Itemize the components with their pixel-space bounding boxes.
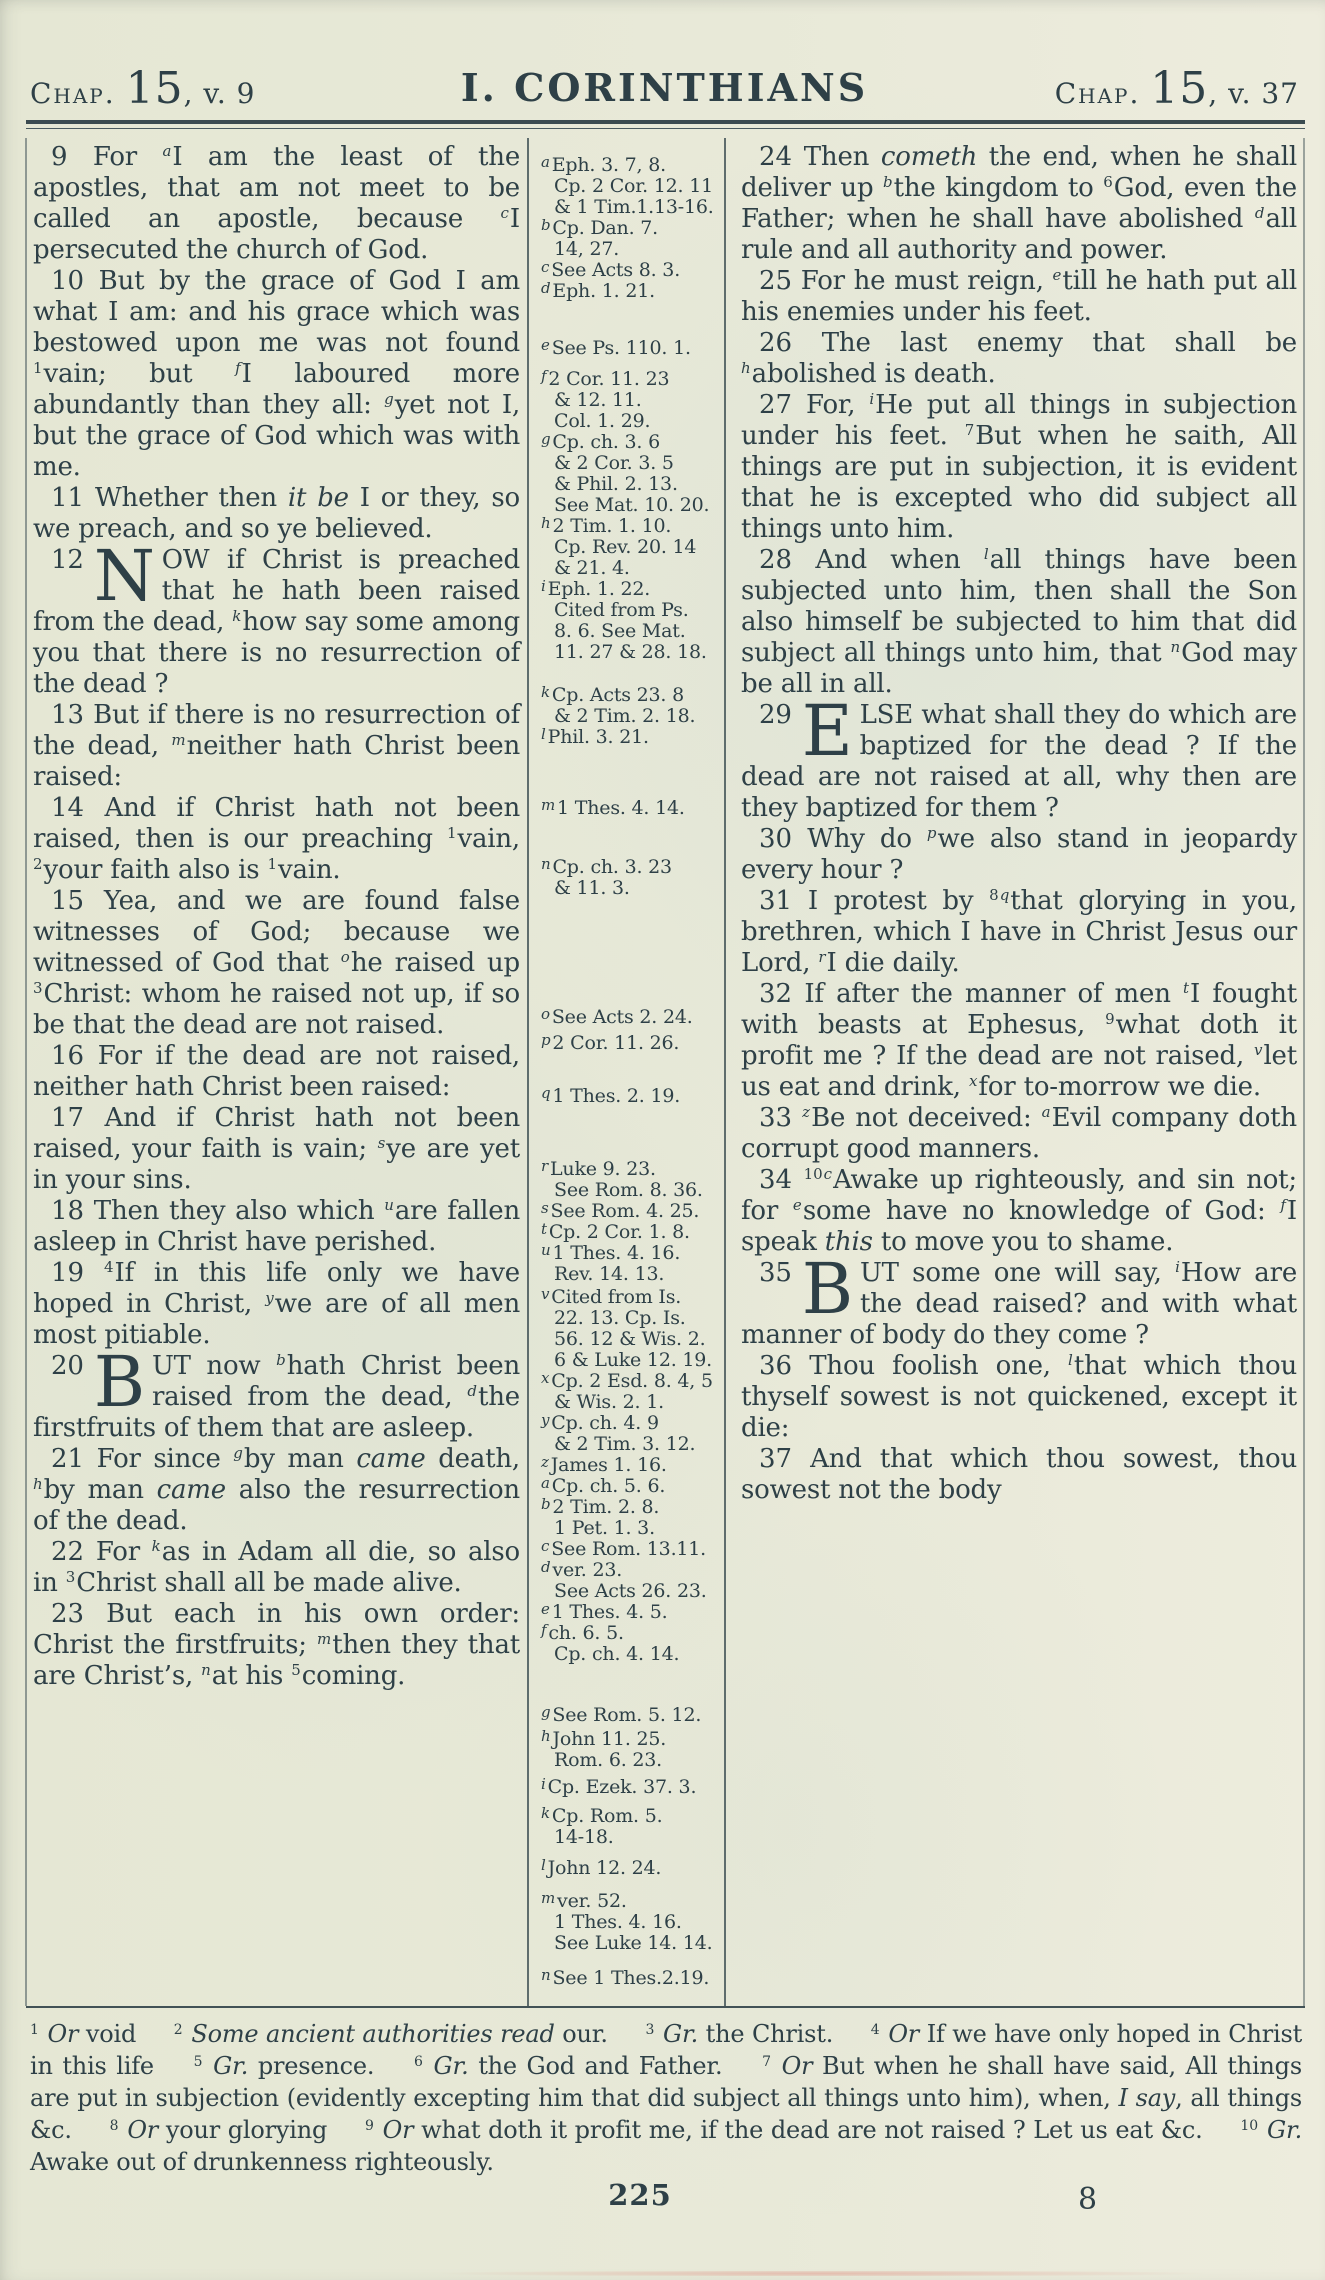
running-header (30, 48, 1299, 114)
reference-mark: g (384, 390, 394, 408)
verse-number: 12 (51, 545, 84, 575)
reference-mark: 1 (267, 855, 277, 873)
verse-30: 30 Why do $^p$we also stand in jeopardy every hour ? (741, 824, 1297, 885)
reference-mark: l (1068, 1351, 1073, 1369)
reference-letter: i (541, 577, 546, 595)
signature-mark: 8 (1078, 2182, 1098, 2217)
footnote: $^5$ Gr. presence. (193, 2052, 375, 2080)
header-chapter-left (30, 63, 256, 114)
drop-cap: B (801, 1248, 853, 1330)
reference-mark: d (1254, 204, 1265, 222)
reference-letter: q (541, 1084, 551, 1102)
reference-mark: 8 (109, 2118, 119, 2134)
reference-letter: p (541, 1031, 551, 1049)
cross-reference: $^i$ Eph. 1. 22. Cited from Ps. 8. 6. See Mat. 11. 27 & 28. 18. (541, 577, 707, 663)
verse-number: 14 (51, 793, 85, 823)
cross-reference: $^v$ Cited from Is. 22. 13. Cp. Is. 56. 12 & Wis. 2. 6 & Luke 12. 19. (541, 1285, 713, 1371)
verse-33: 33 $^z$Be not deceived: $^a$Evil company doth corrupt good manners. (741, 1103, 1297, 1164)
footnote-rule (26, 2006, 1305, 2008)
chapter-number: 15 (1150, 63, 1209, 114)
verse-number: 13 (51, 700, 85, 730)
reference-mark: h (741, 359, 751, 377)
text-column-right (741, 142, 1297, 1506)
cross-reference: $^i$ Cp. Ezek. 37. 3. (541, 1775, 697, 1798)
verse-number: 19 (51, 1258, 85, 1288)
reference-mark: f (235, 359, 241, 377)
verse-number: 36 (759, 1351, 793, 1381)
reference-mark: 1 (33, 359, 43, 377)
verse-32: 32 If after the manner of men $^t$I fought with beasts at Ephesus, $^9$what doth it profit me ? If the dead are not raised, $^v$let us eat and drink, $^x$for to-morrow we die. (741, 979, 1298, 1102)
reference-mark: 7 (964, 421, 975, 439)
reference-mark: 4 (103, 1258, 114, 1276)
verse-number: 37 (759, 1444, 793, 1474)
reference-mark: 3 (65, 1568, 76, 1586)
verse-number: 23 (51, 1599, 85, 1629)
verse-34: 34 $^{10c}$Awake up righteously, and sin not; for $^e$some have no knowledge of God: $^f$I speak this to move you to shame. (741, 1165, 1297, 1257)
cross-reference: $^l$ John 12. 24. (541, 1856, 662, 1879)
reference-mark: o (340, 948, 350, 966)
cross-reference: $^a$ Eph. 3. 7, 8. Cp. 2 Cor. 12. 11 & 1 Tim.1.13-16. (541, 153, 714, 218)
column-rule-left-edge (25, 138, 27, 2006)
verse-29: 29 E LSE what shall they do which are baptized for the dead ? If the dead are not raised at all, why then are they baptized for them ? (741, 690, 1297, 823)
cross-reference: $^c$ See Rom. 13.11. (541, 1537, 707, 1560)
footnote: $^1$ Or void (30, 2020, 137, 2048)
reference-mark: g (233, 1444, 243, 1462)
cross-reference: $^p$ 2 Cor. 11. 26. (541, 1031, 680, 1054)
cross-reference: $^k$ Cp. Rom. 5. 14-18. (541, 1804, 663, 1848)
cross-reference: $^b$ 2 Tim. 2. 8. 1 Pet. 1. 3. (541, 1495, 660, 1539)
cross-reference: $^d$ Eph. 1. 21. (541, 279, 655, 302)
cross-reference: $^y$ Cp. ch. 4. 9 & 2 Tim. 3. 12. (541, 1411, 696, 1455)
verse-number: 18 (51, 1196, 85, 1226)
verse-number: 28 (759, 545, 793, 575)
verse-ref: , v. 9 (183, 77, 256, 110)
reference-letter: a (541, 153, 550, 171)
reference-mark: 9 (1105, 1010, 1115, 1028)
reference-letter: i (541, 1775, 546, 1793)
verse-23: 23 But each in his own order: Christ the firstfruits; $^m$then they that are Christ’s, $^n$at his $^5$coming. (33, 1599, 521, 1691)
reference-letter: v (541, 1285, 550, 1303)
reference-letter: l (541, 1856, 546, 1874)
reference-mark: p (926, 824, 937, 842)
cross-reference: $^a$ Cp. ch. 5. 6. (541, 1474, 666, 1497)
verse-15: 15 Yea, and we are found false witnesses of God; because we witnessed of God that $^o$he raised up $^3$Christ: whom he raised not up, if so be that the dead are not raised. (33, 886, 520, 1040)
reference-mark: 2 (173, 2022, 183, 2038)
reference-mark: 3 (33, 979, 43, 997)
cross-reference: $^n$ Cp. ch. 3. 23 & 11. 3. (541, 855, 672, 899)
reference-letter: e (541, 1600, 550, 1618)
reference-letter: c (541, 258, 550, 276)
cross-reference: $^m$ ver. 52. 1 Thes. 4. 16. See Luke 14. 14. (541, 1889, 713, 1954)
verse-number: 29 (759, 700, 792, 730)
reference-mark: a (162, 142, 172, 160)
reference-mark: 1 (446, 824, 457, 842)
verse-37: 37 And that which thou sowest, thou sowest not the body (741, 1444, 1297, 1505)
reference-mark: f (1280, 1196, 1286, 1214)
footnote: $^4$ Or If we have only hoped in Christ in this life (30, 2020, 1303, 2080)
footnotes-block (30, 2018, 1302, 2178)
text-column-left (33, 142, 520, 1692)
reference-letter: b (541, 216, 551, 234)
drop-cap: N (93, 535, 155, 617)
cross-reference: $^x$ Cp. 2 Esd. 8. 4, 5 & Wis. 2. 1. (541, 1369, 713, 1413)
cross-reference: $^e$ See Ps. 110. 1. (541, 336, 691, 359)
reference-mark: s (377, 1134, 386, 1152)
scan-artifact (371, 2271, 1272, 2276)
cross-reference-column (541, 142, 719, 1989)
cross-reference: $^d$ ver. 23. See Acts 26. 23. (541, 1558, 707, 1602)
verse-number: 20 (51, 1351, 84, 1381)
reference-mark: e (792, 1196, 802, 1214)
cross-reference: $^z$ James 1. 16. (541, 1453, 667, 1476)
cross-reference: $^t$ Cp. 2 Cor. 1. 8. (541, 1220, 690, 1243)
chapter-number: 15 (125, 63, 184, 114)
reference-mark: 3 (645, 2022, 655, 2038)
reference-letter: d (541, 279, 551, 297)
column-rule-mid-left (527, 138, 529, 2006)
reference-mark: i (1175, 1258, 1180, 1276)
verse-16: 16 For if the dead are not raised, neither hath Christ been raised: (33, 1041, 520, 1102)
drop-cap: B (93, 1341, 145, 1423)
reference-letter: u (541, 1241, 551, 1259)
reference-mark: q (999, 886, 1010, 904)
reference-letter: h (541, 514, 551, 532)
verse-24: 24 Then cometh the end, when he shall deliver up $^b$the kingdom to $^6$God, even the Father; when he shall have abolished $^d$all rule and all authority and power. (741, 142, 1297, 265)
verse-number: 17 (51, 1103, 85, 1133)
cross-reference: $^r$ Luke 9. 23. See Rom. 8. 36. (541, 1157, 703, 1201)
cross-reference: $^f$ ch. 6. 5. Cp. ch. 4. 14. (541, 1621, 680, 1665)
reference-mark: u (384, 1196, 394, 1214)
cross-reference: $^g$ See Rom. 5. 12. (541, 1703, 702, 1726)
reference-letter: k (541, 1804, 550, 1822)
footnote: $^2$ Some ancient authorities read our. (173, 2020, 608, 2048)
reference-mark: t (1183, 979, 1190, 997)
column-rule-right-edge (1303, 138, 1305, 2006)
column-rule-mid-right (724, 138, 726, 2006)
reference-letter: z (541, 1453, 549, 1471)
verse-11: 11 Whether then it be I or they, so we preach, and so ye believed. (33, 483, 520, 544)
verse-number: 15 (51, 886, 85, 916)
cross-reference: $^f$ 2 Cor. 11. 23 & 12. 11. Col. 1. 29. (541, 367, 670, 432)
reference-mark: l (983, 545, 989, 563)
reference-letter: m (541, 796, 556, 814)
verse-10: 10 But by the grace of God I am what I am: and his grace which was bestowed upon me was not found $^1$vain; but $^f$I laboured more abundantly than they all: $^g$yet not I, but the grace of God which was with me. (33, 266, 521, 482)
reference-letter: b (541, 1495, 551, 1513)
reference-mark: x (968, 1072, 978, 1090)
verse-35: 35 B UT some one will say, $^i$How are the dead raised? and with what manner of body do they come ? (741, 1248, 1298, 1350)
cross-reference: $^u$ 1 Thes. 4. 16. Rev. 14. 13. (541, 1241, 681, 1285)
reference-letter: o (541, 1005, 550, 1023)
reference-mark: a (1041, 1103, 1051, 1121)
reference-mark: i (869, 390, 875, 408)
reference-letter: t (541, 1220, 547, 1238)
reference-letter: n (541, 1966, 551, 1984)
reference-letter: g (541, 1703, 551, 1721)
reference-mark: 10 (1240, 2118, 1259, 2134)
reference-mark: 8 (989, 886, 999, 904)
reference-letter: l (541, 725, 546, 743)
cross-reference: $^l$ Phil. 3. 21. (541, 725, 649, 748)
reference-mark: n (201, 1661, 211, 1679)
verse-number: 25 (759, 266, 793, 296)
cross-reference: $^m$ 1 Thes. 4. 14. (541, 796, 685, 819)
chapter-label: Chap. (1054, 77, 1141, 110)
verse-number: 32 (759, 979, 793, 1009)
reference-mark: 10 (803, 1165, 823, 1183)
verse-number: 16 (51, 1041, 85, 1071)
reference-letter: d (541, 1558, 551, 1576)
verse-17: 17 And if Christ hath not been raised, your faith is vain; $^s$ye are yet in your sins. (33, 1103, 520, 1195)
reference-mark: 6 (1103, 173, 1113, 191)
reference-mark: c (500, 204, 509, 222)
reference-mark: b (883, 173, 893, 191)
reference-mark: 5 (193, 2054, 203, 2070)
verse-number: 10 (51, 266, 85, 296)
verse-25: 25 For he must reign, $^e$till he hath put all his enemies under his feet. (741, 266, 1297, 327)
reference-letter: f (541, 367, 547, 385)
cross-reference: $^s$ See Rom. 4. 25. (541, 1199, 700, 1222)
cross-reference: $^h$ John 11. 25. Rom. 6. 23. (541, 1727, 667, 1771)
reference-mark: 5 (291, 1661, 301, 1679)
reference-mark: 7 (762, 2054, 771, 2070)
verse-number: 21 (51, 1444, 85, 1474)
reference-letter: g (541, 430, 551, 448)
verse-9: 9 For $^a$I am the least of the apostles, that am not meet to be called an apostle, because $^c$I persecuted the church of God. (33, 142, 520, 265)
verse-18: 18 Then they also which $^u$are fallen asleep in Christ have perished. (33, 1196, 520, 1257)
reference-mark: 9 (364, 2118, 374, 2134)
verse-14: 14 And if Christ hath not been raised, then is our preaching $^1$vain, $^2$your faith also is $^1$vain. (33, 793, 520, 885)
verse-22: 22 For $^k$as in Adam all die, so also in $^3$Christ shall all be made alive. (33, 1537, 521, 1598)
reference-mark: h (33, 1475, 43, 1493)
cross-reference: $^e$ 1 Thes. 4. 5. (541, 1600, 668, 1623)
verse-36: 36 Thou foolish one, $^l$that which thou thyself sowest is not quickened, except it die: (741, 1351, 1297, 1443)
reference-mark: n (1170, 638, 1181, 656)
verse-27: 27 For, $^i$He put all things in subjection under his feet. $^7$But when he saith, All things are put in subjection, it is evident that he is excepted who did subject all things unto him. (741, 390, 1298, 544)
verse-number: 9 (51, 142, 68, 172)
reference-letter: y (541, 1411, 550, 1429)
cross-reference: $^q$ 1 Thes. 2. 19. (541, 1084, 681, 1107)
page-number: 225 (608, 2178, 672, 2212)
verse-ref: , v. 37 (1208, 77, 1299, 110)
reference-mark: 1 (30, 2022, 39, 2038)
reference-mark: k (151, 1537, 161, 1555)
footnote: $^7$ Or But when he shall have said, All things are put in subjection (evidently excepting him that did subject all things unto him), when, I say, all things &c. (30, 2052, 1303, 2144)
verse-12: 12 N OW if Christ is preached that he hath been raised from the dead, $^k$how say some among you that there is no resurrection of the dead ? (33, 535, 520, 699)
verse-21: 21 For since $^g$by man came death, $^h$by man came also the resurrection of the dead. (33, 1444, 520, 1536)
reference-mark: e (1052, 266, 1062, 284)
reference-mark: v (1253, 1041, 1263, 1059)
reference-mark: y (265, 1289, 274, 1307)
footnote: $^9$ Or what doth it profit me, if the dead are not raised ? Let us eat &c. (364, 2116, 1203, 2144)
footnote: $^{10}$ Gr. Awake out of drunkenness righteously. (30, 2116, 1303, 2176)
reference-letter: r (541, 1157, 548, 1175)
reference-mark: d (467, 1382, 478, 1400)
reference-letter: x (541, 1369, 550, 1387)
footnote: $^3$ Gr. the Christ. (645, 2020, 834, 2048)
reference-mark: r (818, 948, 826, 966)
reference-mark: m (317, 1630, 332, 1648)
footnote: $^8$ Or your glorying (109, 2116, 328, 2144)
verse-19: 19 $^4$If in this life only we have hoped in Christ, $^y$we are of all men most pitiable. (33, 1258, 520, 1350)
reference-letter: e (541, 336, 550, 354)
verse-13: 13 But if there is no resurrection of the dead, $^m$neither hath Christ been raised: (33, 700, 520, 792)
reference-letter: m (541, 1889, 556, 1907)
verse-31: 31 I protest by $^{8q}$that glorying in you, brethren, which I have in Christ Jesus our Lord, $^r$I die daily. (741, 886, 1297, 978)
reference-mark: z (802, 1103, 811, 1121)
verse-20: 20 B UT now $^b$hath Christ been raised from the dead, $^d$the firstfruits of them that are asleep. (33, 1341, 520, 1443)
reference-letter: c (541, 1537, 550, 1555)
verse-number: 27 (759, 390, 793, 420)
cross-reference: $^h$ 2 Tim. 1. 10. Cp. Rev. 20. 14 & 21. 4. (541, 514, 697, 579)
reference-mark: 2 (33, 855, 43, 873)
reference-letter: k (541, 683, 550, 701)
reference-mark: b (276, 1351, 286, 1369)
verse-number: 31 (759, 886, 793, 916)
verse-26: 26 The last enemy that shall be $^h$abolished is death. (741, 328, 1297, 389)
verse-number: 26 (759, 328, 793, 358)
reference-mark: m (171, 731, 186, 749)
verse-28: 28 And when $^l$all things have been subjected unto him, then shall the Son also himself be subjected to him that did subject all things unto him, that $^n$God may be all in all. (741, 545, 1297, 699)
reference-mark: k (232, 607, 242, 625)
verse-number: 35 (759, 1258, 792, 1288)
drop-cap: E (801, 690, 853, 772)
verse-number: 24 (759, 142, 793, 172)
verse-number: 30 (759, 824, 793, 854)
verse-number: 11 (51, 483, 85, 513)
book-title: I. CORINTHIANS (460, 65, 869, 110)
reference-letter: h (541, 1727, 551, 1745)
cross-reference: $^b$ Cp. Dan. 7. 14, 27. (541, 216, 658, 260)
verse-number: 22 (51, 1537, 85, 1567)
verse-number: 34 (759, 1165, 793, 1195)
footnotes-paragraph (30, 2018, 1302, 2178)
cross-reference: $^n$ See 1 Thes.2.19. (541, 1966, 710, 1989)
chapter-label: Chap. (30, 77, 116, 110)
verse-number: 33 (759, 1103, 793, 1133)
cross-reference: $^c$ See Acts 8. 3. (541, 258, 681, 281)
reference-letter: a (541, 1474, 550, 1492)
cross-reference: $^k$ Cp. Acts 23. 8 & 2 Tim. 2. 18. (541, 683, 696, 727)
header-chapter-right (1054, 63, 1299, 114)
reference-mark: c (823, 1165, 833, 1183)
footnote: $^6$ Gr. the God and Father. (413, 2052, 723, 2080)
cross-reference: $^g$ Cp. ch. 3. 6 & 2 Cor. 3. 5 & Phil. 2. 13. See Mat. 10. 20. (541, 430, 710, 516)
reference-mark: 6 (413, 2054, 423, 2070)
reference-letter: f (541, 1621, 547, 1639)
cross-reference: $^o$ See Acts 2. 24. (541, 1005, 693, 1028)
reference-letter: n (541, 855, 551, 873)
header-rule (26, 120, 1305, 129)
reference-mark: 4 (870, 2022, 880, 2038)
reference-letter: s (541, 1199, 549, 1217)
